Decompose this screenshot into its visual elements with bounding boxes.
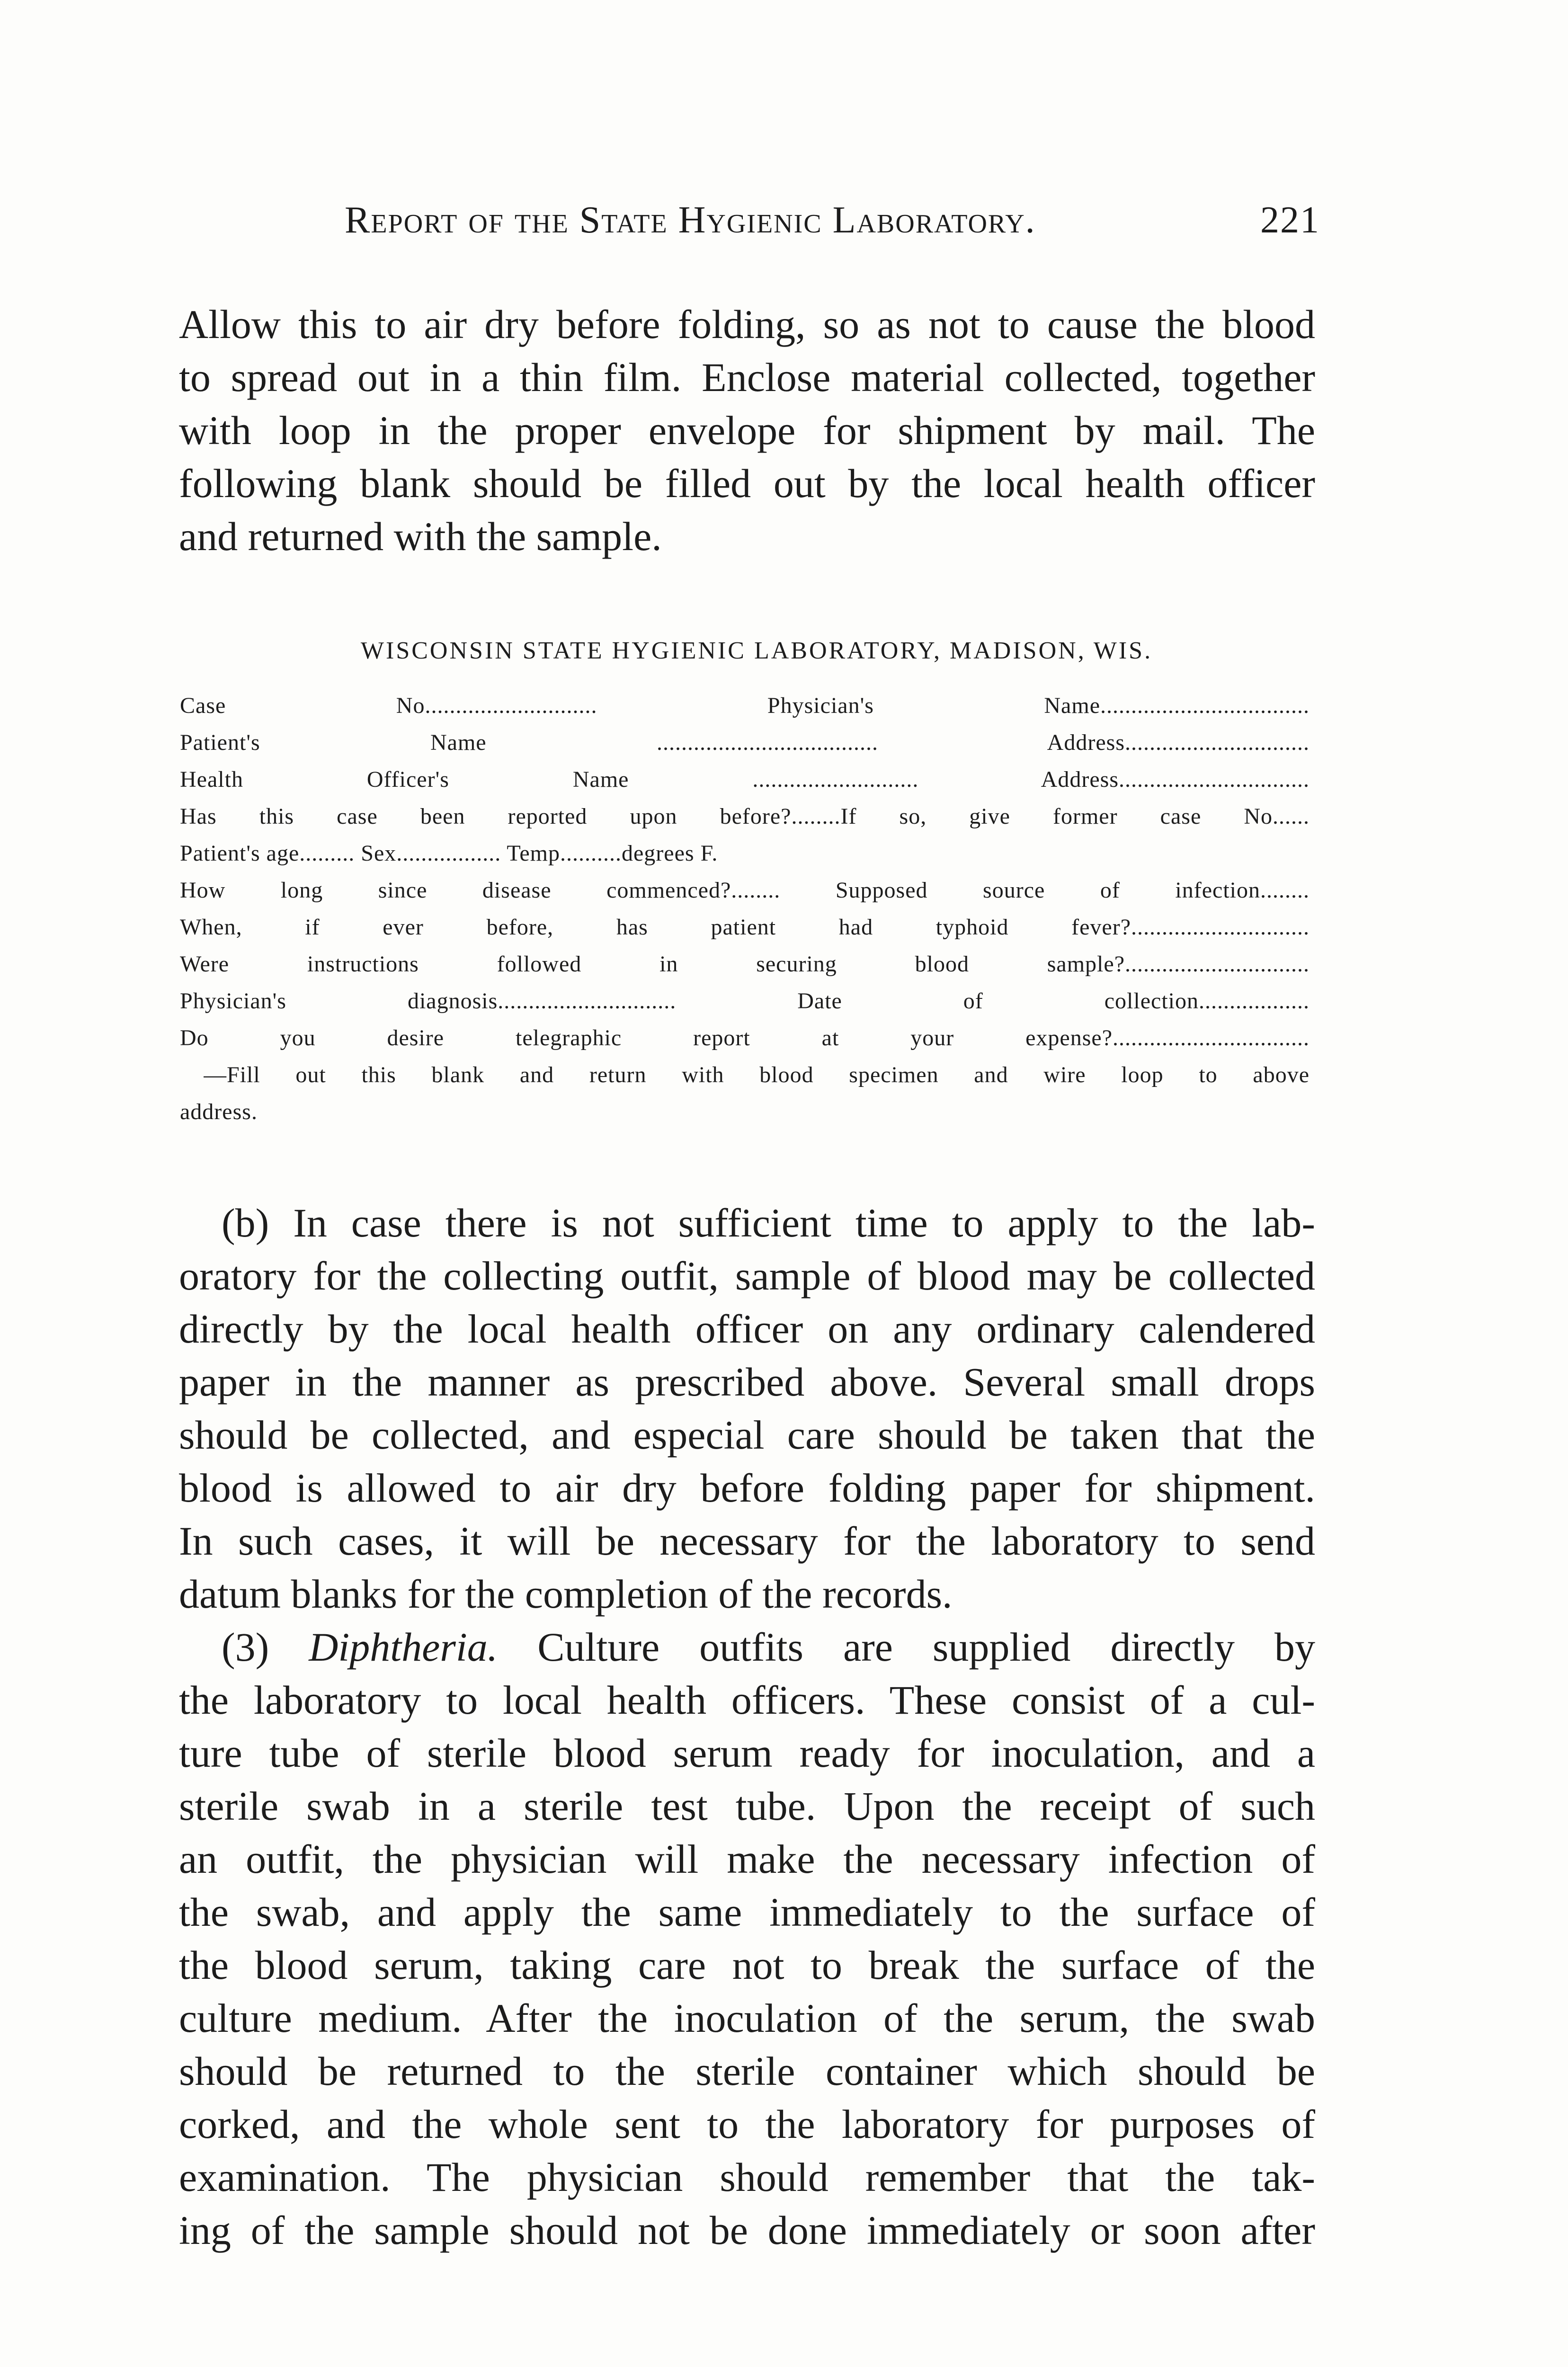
paragraph-3-first-line-rest: Culture outfits are supplied directly by: [498, 1624, 1315, 1670]
paragraph-3-line: an outfit, the physician will make the necessary infection of: [179, 1836, 1315, 1882]
running-head-title: Report of the State Hygienic Laboratory.: [345, 199, 1036, 241]
intro-line: with loop in the proper envelope for shipment by mail. The: [179, 408, 1315, 453]
paragraph-3-line: sterile swab in a sterile test tube. Upon the receipt of such: [179, 1783, 1315, 1829]
form-line: Patient's age......... Sex................. Temp..........degrees F.: [180, 841, 718, 866]
intro-line: following blank should be filled out by the local health officer: [179, 461, 1315, 506]
paragraph-b-line: blood is allowed to air dry before folding paper for shipment.: [179, 1465, 1315, 1511]
intro-line: Allow this to air dry before folding, so as not to cause the blood: [179, 302, 1315, 347]
page-number: 221: [1260, 199, 1320, 241]
form-line: Do you desire telegraphic report at your expense?................................: [180, 1025, 1310, 1050]
intro-line: to spread out in a thin film. Enclose material collected, together: [179, 355, 1315, 400]
paragraph-3-line: the laboratory to local health officers. These consist of a cul-: [179, 1677, 1315, 1723]
form-line: Case No............................ Physician's Name..................................: [180, 693, 1310, 718]
form-line: Physician's diagnosis............................. Date of collection..................: [180, 988, 1310, 1014]
paragraph-3-line: ture tube of sterile blood serum ready for inoculation, and a: [179, 1730, 1315, 1776]
form-note-line: address.: [180, 1099, 258, 1124]
paragraph-b-line: (b) In case there is not sufficient time to apply to the lab-: [222, 1200, 1315, 1246]
paragraph-b-line: In such cases, it will be necessary for the laboratory to send: [179, 1518, 1315, 1564]
paragraph-b-line: should be collected, and especial care should be taken that the: [179, 1412, 1315, 1458]
paragraph-3-line: should be returned to the sterile container which should be: [179, 2048, 1315, 2094]
form-line: Were instructions followed in securing blood sample?..............................: [180, 952, 1310, 977]
paragraph-3-line: culture medium. After the inoculation of the serum, the swab: [179, 1995, 1315, 2041]
form-line: Patient's Name .................................... Address..............................: [180, 730, 1310, 755]
paragraph-b-line: paper in the manner as prescribed above. Several small drops: [179, 1359, 1315, 1405]
form-line: How long since disease commenced?........ Supposed source of infection........: [180, 878, 1310, 903]
form-line: When, if ever before, has patient had typhoid fever?.............................: [180, 915, 1310, 940]
paragraph-3-line: corked, and the whole sent to the laboratory for purposes of: [179, 2101, 1315, 2147]
paragraph-b-line: directly by the local health officer on any ordinary calendered: [179, 1306, 1315, 1352]
paragraph-b-line: datum blanks for the completion of the records.: [179, 1571, 953, 1617]
paragraph-3-line: the blood serum, taking care not to break the surface of the: [179, 1942, 1315, 1988]
form-line: Has this case been reported upon before?........If so, give former case No......: [180, 804, 1310, 829]
paragraph-3-line: the swab, and apply the same immediately to the surface of: [179, 1889, 1315, 1935]
intro-line: and returned with the sample.: [179, 514, 662, 559]
paragraph-3-lead: (3): [222, 1624, 309, 1670]
form-title: WISCONSIN STATE HYGIENIC LABORATORY, MADISON, WIS.: [360, 637, 1153, 664]
form-line: Health Officer's Name ........................... Address...............................: [180, 767, 1310, 792]
paragraph-3-line: examination. The physician should remember that the tak-: [179, 2154, 1315, 2200]
paragraph-3-first-line: [222, 1621, 1315, 1673]
form-note-line: —Fill out this blank and return with blood specimen and wire loop to above: [204, 1062, 1310, 1087]
diphtheria-heading: Diphtheria.: [309, 1624, 498, 1670]
running-head: [345, 199, 1320, 251]
paragraph-3-line: ing of the sample should not be done immediately or soon after: [179, 2207, 1315, 2253]
paragraph-b-line: oratory for the collecting outfit, sample of blood may be collected: [179, 1253, 1315, 1299]
